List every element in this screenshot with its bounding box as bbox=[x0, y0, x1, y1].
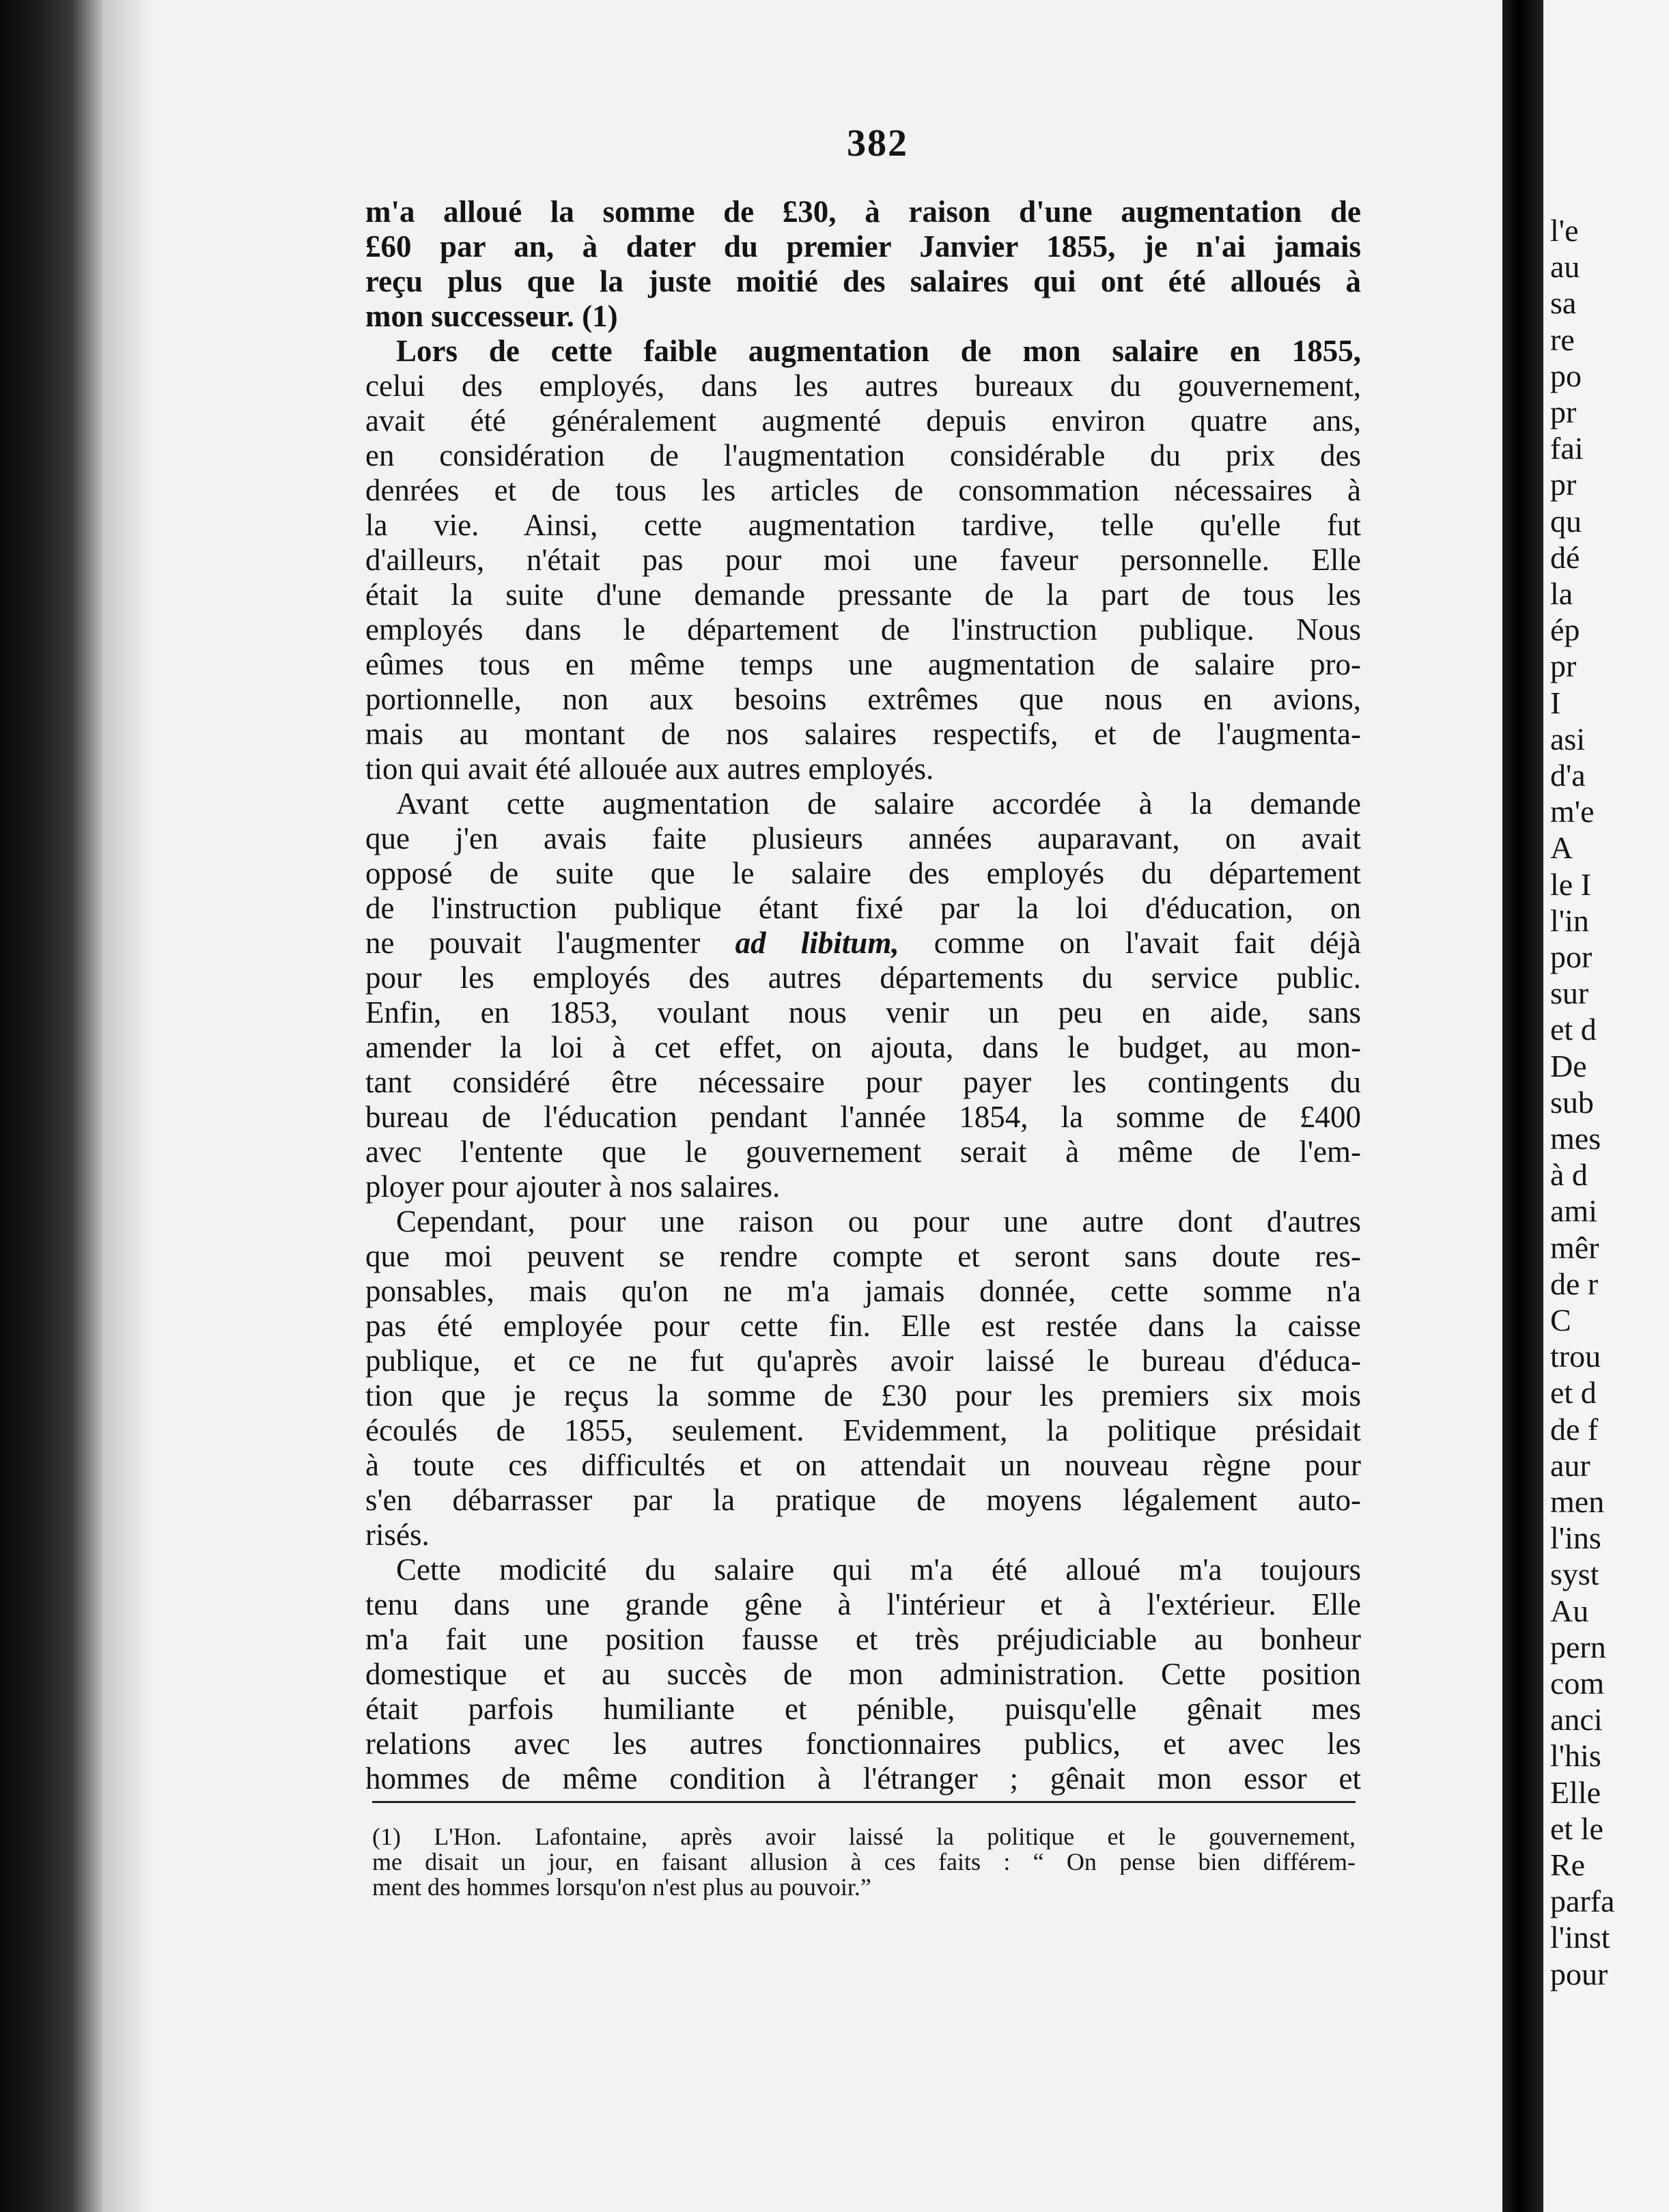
text-run: comme on l'avait fait déjà bbox=[934, 926, 1361, 960]
next-page-text-fragment: qu bbox=[1550, 503, 1582, 539]
next-page-text-fragment: la bbox=[1550, 576, 1573, 611]
page-inner-shadow bbox=[102, 0, 150, 2212]
next-page-text-fragment: ami bbox=[1550, 1193, 1597, 1229]
next-page-text-fragment: parfa bbox=[1550, 1884, 1615, 1919]
text-line: tion que je reçus la somme de £30 pour les premiers six mois bbox=[365, 1378, 1361, 1413]
text-line: Cependant, pour une raison ou pour une autre dont d'autres bbox=[396, 1204, 1361, 1238]
next-page-text-fragment: pr bbox=[1550, 395, 1577, 429]
paragraph bbox=[365, 786, 1361, 1204]
next-page-text-fragment: l'e bbox=[1550, 213, 1579, 248]
footnote-line: (1) L'Hon. Lafontaine, après avoir laissé la politique et le gouvernement, bbox=[372, 1824, 1356, 1849]
next-page-text-fragment: ép bbox=[1550, 612, 1580, 648]
next-page-text-fragment: mêr bbox=[1550, 1230, 1599, 1265]
next-page-text-fragment: I bbox=[1550, 685, 1561, 720]
text-line: m'a fait une position fausse et très préjudiciable au bonheur bbox=[365, 1622, 1361, 1656]
footnote-line: ment des hommes lorsqu'on n'est plus au pouvoir.” bbox=[372, 1875, 871, 1900]
text-line: était la suite d'une demande pressante de la part de tous les bbox=[365, 578, 1361, 612]
text-line: Cette modicité du salaire qui m'a été alloué m'a toujours bbox=[396, 1552, 1361, 1587]
text-line: mais au montant de nos salaires respectifs, et de l'augmenta- bbox=[365, 717, 1361, 751]
next-page-text-fragment: de f bbox=[1550, 1411, 1599, 1447]
next-page-text-fragment: le I bbox=[1550, 866, 1592, 902]
text-line: pas été employée pour cette fin. Elle est restée dans la caisse bbox=[365, 1309, 1361, 1343]
text-line: Avant cette augmentation de salaire accordée à la demande bbox=[396, 786, 1361, 821]
next-page-text-fragment: et le bbox=[1550, 1811, 1603, 1846]
text-line: portionnelle, non aux besoins extrêmes que nous en avions, bbox=[365, 682, 1361, 716]
text-line: d'ailleurs, n'était pas pour moi une faveur personnelle. Elle bbox=[365, 543, 1361, 577]
next-page-text-fragment: Au bbox=[1550, 1593, 1589, 1628]
text-line: ponsables, mais qu'on ne m'a jamais donnée, cette somme n'a bbox=[365, 1274, 1361, 1308]
text-line: Enfin, en 1853, voulant nous venir un peu en aide, sans bbox=[365, 995, 1361, 1030]
text-line: employés dans le département de l'instruction publique. Nous bbox=[365, 612, 1361, 647]
body-text bbox=[365, 195, 1361, 1796]
text-line: tenu dans une grande gêne à l'intérieur et à l'extérieur. Elle bbox=[365, 1587, 1361, 1621]
next-page-text-fragment: re bbox=[1550, 322, 1575, 357]
footnote-rule bbox=[372, 1801, 1356, 1803]
text-line: risés. bbox=[365, 1518, 430, 1552]
text-line bbox=[365, 926, 1361, 961]
next-page-text-fragment: anci bbox=[1550, 1702, 1603, 1738]
page-number: 382 bbox=[847, 122, 908, 165]
next-page-text-fragment: l'his bbox=[1550, 1738, 1601, 1774]
text-line: eûmes tous en même temps une augmentation de salaire pro- bbox=[365, 647, 1361, 681]
next-page-text-fragment: l'in bbox=[1550, 903, 1589, 938]
text-line: écoulés de 1855, seulement. Evidemment, la politique présidait bbox=[365, 1413, 1361, 1447]
paragraph bbox=[365, 1204, 1361, 1552]
next-page-text-fragment: sa bbox=[1550, 285, 1577, 321]
next-page-text-fragment: d'a bbox=[1550, 758, 1586, 793]
text-line: reçu plus que la juste moitié des salaires qui ont été alloués à bbox=[365, 264, 1361, 298]
text-line: Lors de cette faible augmentation de mon salaire en 1855, bbox=[396, 334, 1361, 368]
text-line: de l'instruction publique étant fixé par la loi d'éducation, on bbox=[365, 891, 1361, 925]
text-line: que j'en avais faite plusieurs années auparavant, on avait bbox=[365, 821, 1361, 855]
footnote bbox=[372, 1824, 1356, 1900]
text-line: £60 par an, à dater du premier Janvier 1855, je n'ai jamais bbox=[365, 229, 1361, 264]
next-page-text-fragment: pour bbox=[1550, 1956, 1608, 1991]
next-page-text-fragment: dé bbox=[1550, 539, 1580, 575]
next-page-text-fragment: trou bbox=[1550, 1339, 1601, 1374]
next-page-text-fragment: pr bbox=[1550, 467, 1577, 502]
text-line: tant considéré être nécessaire pour payer les contingents du bbox=[365, 1065, 1361, 1099]
text-line: denrées et de tous les articles de consommation nécessaires à bbox=[365, 473, 1361, 507]
text-line: en considération de l'augmentation considérable du prix des bbox=[365, 438, 1361, 472]
text-line: s'en débarrasser par la pratique de moyens légalement auto- bbox=[365, 1483, 1361, 1517]
text-line: relations avec les autres fonctionnaires publics, et avec les bbox=[365, 1727, 1361, 1761]
next-page-text-fragment: l'inst bbox=[1550, 1920, 1610, 1955]
next-page-text-fragment: sur bbox=[1550, 976, 1589, 1011]
paragraph bbox=[365, 1552, 1361, 1796]
next-page-text-fragment: Re bbox=[1550, 1847, 1586, 1882]
next-page-text-fragment: asi bbox=[1550, 721, 1586, 756]
book-gutter bbox=[1502, 0, 1543, 2212]
text-line: tion qui avait été allouée aux autres employés. bbox=[365, 752, 934, 786]
next-page-text-fragment: pr bbox=[1550, 649, 1577, 684]
text-line: que moi peuvent se rendre compte et seront sans doute res- bbox=[365, 1239, 1361, 1273]
text-line: pour les employés des autres départements du service public. bbox=[365, 961, 1361, 995]
text-line: était parfois humiliante et pénible, puisqu'elle gênait mes bbox=[365, 1692, 1361, 1726]
text-line: avait été généralement augmenté depuis environ quatre ans, bbox=[365, 403, 1361, 438]
text-line: mon successeur. (1) bbox=[365, 299, 618, 333]
next-page-fragment bbox=[1543, 0, 1669, 2212]
next-page-text-fragment: et d bbox=[1550, 1375, 1597, 1410]
text-line: celui des employés, dans les autres bureaux du gouvernement, bbox=[365, 369, 1361, 403]
next-page-text-fragment: Elle bbox=[1550, 1774, 1601, 1810]
footnote-line: me disait un jour, en faisant allusion à ces faits : “ On pense bien différem- bbox=[372, 1849, 1356, 1875]
next-page-text-fragment: men bbox=[1550, 1484, 1605, 1519]
paragraph bbox=[365, 195, 1361, 334]
next-page-text-fragment: C bbox=[1550, 1303, 1571, 1337]
next-page-text-fragment: pern bbox=[1550, 1629, 1606, 1664]
next-page-text-fragment: m'e bbox=[1550, 794, 1595, 830]
text-run: ne pouvait l'augmenter bbox=[365, 926, 701, 960]
next-page-text-fragment: sub bbox=[1550, 1084, 1594, 1120]
text-line: opposé de suite que le salaire des employés du département bbox=[365, 856, 1361, 890]
text-line: m'a alloué la somme de £30, à raison d'une augmentation de bbox=[365, 195, 1361, 229]
next-page-text-fragment: De bbox=[1550, 1048, 1587, 1083]
next-page-text-fragment: po bbox=[1550, 358, 1582, 393]
text-line: amender la loi à cet effet, on ajouta, dans le budget, au mon- bbox=[365, 1030, 1361, 1064]
next-page-text-fragment: à d bbox=[1550, 1157, 1588, 1193]
italic-phrase: ad libitum, bbox=[735, 926, 899, 960]
next-page-text-fragment: aur bbox=[1550, 1447, 1590, 1483]
next-page-text-fragment: au bbox=[1550, 249, 1580, 285]
next-page-text-fragment: syst bbox=[1550, 1557, 1599, 1592]
next-page-text-fragment: et d bbox=[1550, 1012, 1597, 1047]
paragraph bbox=[365, 334, 1361, 786]
next-page-text-fragment: fai bbox=[1550, 431, 1584, 466]
text-line: la vie. Ainsi, cette augmentation tardive, telle qu'elle fut bbox=[365, 508, 1361, 542]
next-page-text-fragment: com bbox=[1550, 1666, 1605, 1701]
text-line: hommes de même condition à l'étranger ; gênait mon essor et bbox=[365, 1761, 1361, 1796]
next-page-text-fragment: por bbox=[1550, 939, 1593, 974]
next-page-text-fragment: A bbox=[1550, 830, 1573, 866]
next-page-text-fragment: mes bbox=[1550, 1121, 1601, 1156]
next-page-text-fragment: l'ins bbox=[1550, 1520, 1601, 1556]
text-line: avec l'entente que le gouvernement serait à même de l'em- bbox=[365, 1135, 1361, 1169]
next-page-text-fragment: de r bbox=[1550, 1266, 1599, 1301]
text-line: ployer pour ajouter à nos salaires. bbox=[365, 1169, 781, 1204]
text-line: domestique et au succès de mon administration. Cette position bbox=[365, 1657, 1361, 1691]
text-line: bureau de l'éducation pendant l'année 1854, la somme de £400 bbox=[365, 1100, 1361, 1134]
previous-page-edge bbox=[0, 0, 102, 2212]
text-line: publique, et ce ne fut qu'après avoir laissé le bureau d'éduca- bbox=[365, 1344, 1361, 1378]
text-line: à toute ces difficultés et on attendait un nouveau règne pour bbox=[365, 1448, 1361, 1482]
